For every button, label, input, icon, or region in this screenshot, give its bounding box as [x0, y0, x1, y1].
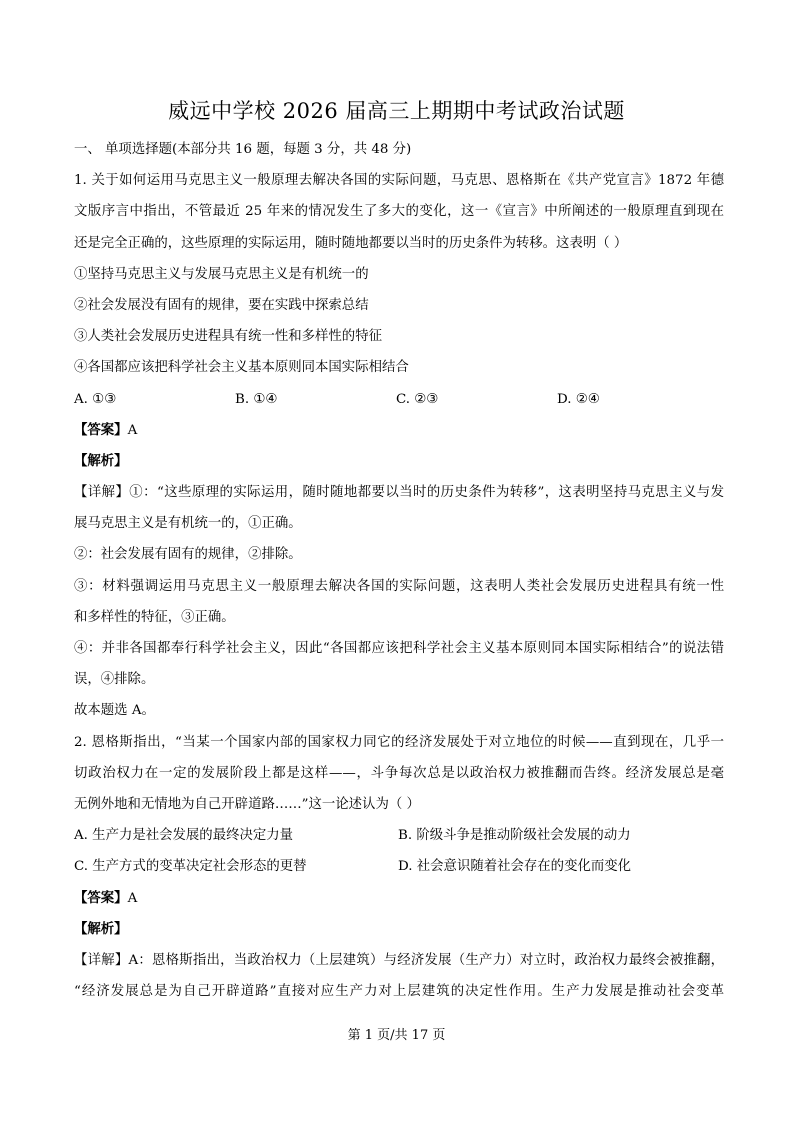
option-c: C. ②③ — [396, 391, 439, 407]
detail-line: ④：并非各国都奉行科学社会主义，因此“各国都应该把科学社会主义基本原则同本国实际相结合”的说法错 — [74, 641, 724, 656]
answer-value: A — [127, 422, 138, 438]
options-row — [74, 851, 724, 882]
section-heading: 一、 单项选择题(本部分共 16 题，每题 3 分，共 48 分) — [74, 142, 412, 157]
detail-line: 【详解】A：恩格斯指出，当政治权力（上层建筑）与经济发展（生产力）对立时，政治权力最终会被推翻， — [74, 952, 724, 968]
detail-line: ③：材料强调运用马克思主义一般原理去解决各国的实际问题，这表明人类社会发展历史进程具有统一性 — [74, 578, 724, 594]
options-row — [74, 384, 724, 415]
question-stem-line: 2. 恩格斯指出，“当某一个国家内部的国家权力同它的经济发展处于对立地位的时候——直到现在，几乎一 — [74, 734, 724, 750]
detail-line: ②：社会发展有固有的规律，②排除。 — [74, 547, 302, 563]
option-a: A. 生产力是社会发展的最终决定力量 — [74, 828, 294, 844]
option-c: C. 生产方式的变革决定社会形态的更替 — [74, 859, 307, 875]
option-d: D. 社会意识随着社会存在的变化而变化 — [398, 859, 632, 875]
statement-1: ①坚持马克思主义与发展马克思主义是有机统一的 — [74, 266, 369, 282]
answer-tag: 【答案】 — [74, 889, 128, 906]
detail-line: 误，④排除。 — [74, 672, 155, 688]
question-stem-line: 还是完全正确的，这些原理的实际运用，随时随地都要以当时的历史条件为转移。这表明（ ） — [74, 235, 628, 251]
detail-line: 和多样性的特征，③正确。 — [74, 609, 235, 625]
statement-3: ③人类社会发展历史进程具有统一性和多样性的特征 — [74, 329, 382, 345]
detail-line: 故本题选 A。 — [74, 703, 155, 719]
option-d: D. ②④ — [557, 391, 600, 407]
option-a: A. ①③ — [74, 391, 117, 407]
question-1 — [74, 165, 724, 726]
page-number: 第 1 页/共 17 页 — [347, 1028, 446, 1043]
question-stem-line: 文版序言中指出，不管最近 25 年来的情况发生了多大的变化，这一《宣言》中所阐述的一般原理直到现在 — [74, 204, 724, 220]
page-content — [74, 134, 724, 1007]
statement-4: ④各国都应该把科学社会主义基本原则同本国实际相结合 — [74, 360, 409, 376]
question-2 — [74, 727, 724, 1008]
option-b: B. 阶级斗争是推动阶级社会发展的动力 — [398, 828, 631, 844]
answer-tag: 【答案】 — [74, 421, 128, 438]
detail-line: 展马克思主义是有机统一的，①正确。 — [74, 516, 302, 532]
analysis-tag: 【解析】 — [74, 452, 128, 469]
statement-2: ②社会发展没有固有的规律，要在实践中探索总结 — [74, 297, 369, 313]
answer-line — [74, 415, 724, 446]
options-row — [74, 820, 724, 851]
detail-line: 【详解】①：“这些原理的实际运用，随时随地都要以当时的历史条件为转移”，这表明坚持马克思主义与发 — [74, 485, 724, 501]
answer-value: A — [127, 890, 138, 906]
question-stem-line: 切政治权力在一定的发展阶段上都是这样——，斗争每次总是以政治权力被推翻而告终。经济发展总是毫 — [74, 765, 724, 781]
exam-title: 威远中学校 2026 届高三上期期中考试政治试题 — [168, 99, 625, 123]
option-b: B. ①④ — [235, 391, 278, 407]
answer-line — [74, 883, 724, 914]
question-stem-line: 无例外地和无情地为自己开辟道路……”这一论述认为（ ） — [74, 796, 420, 812]
detail-line: “经济发展总是为自己开辟道路”直接对应生产力对上层建筑的决定性作用。生产力发展是推动社会变革 — [74, 984, 724, 1000]
question-stem-line: 1. 关于如何运用马克思主义一般原理去解决各国的实际问题，马克思、恩格斯在《共产党宣言》1872 年德 — [74, 173, 724, 189]
analysis-tag: 【解析】 — [74, 920, 128, 937]
